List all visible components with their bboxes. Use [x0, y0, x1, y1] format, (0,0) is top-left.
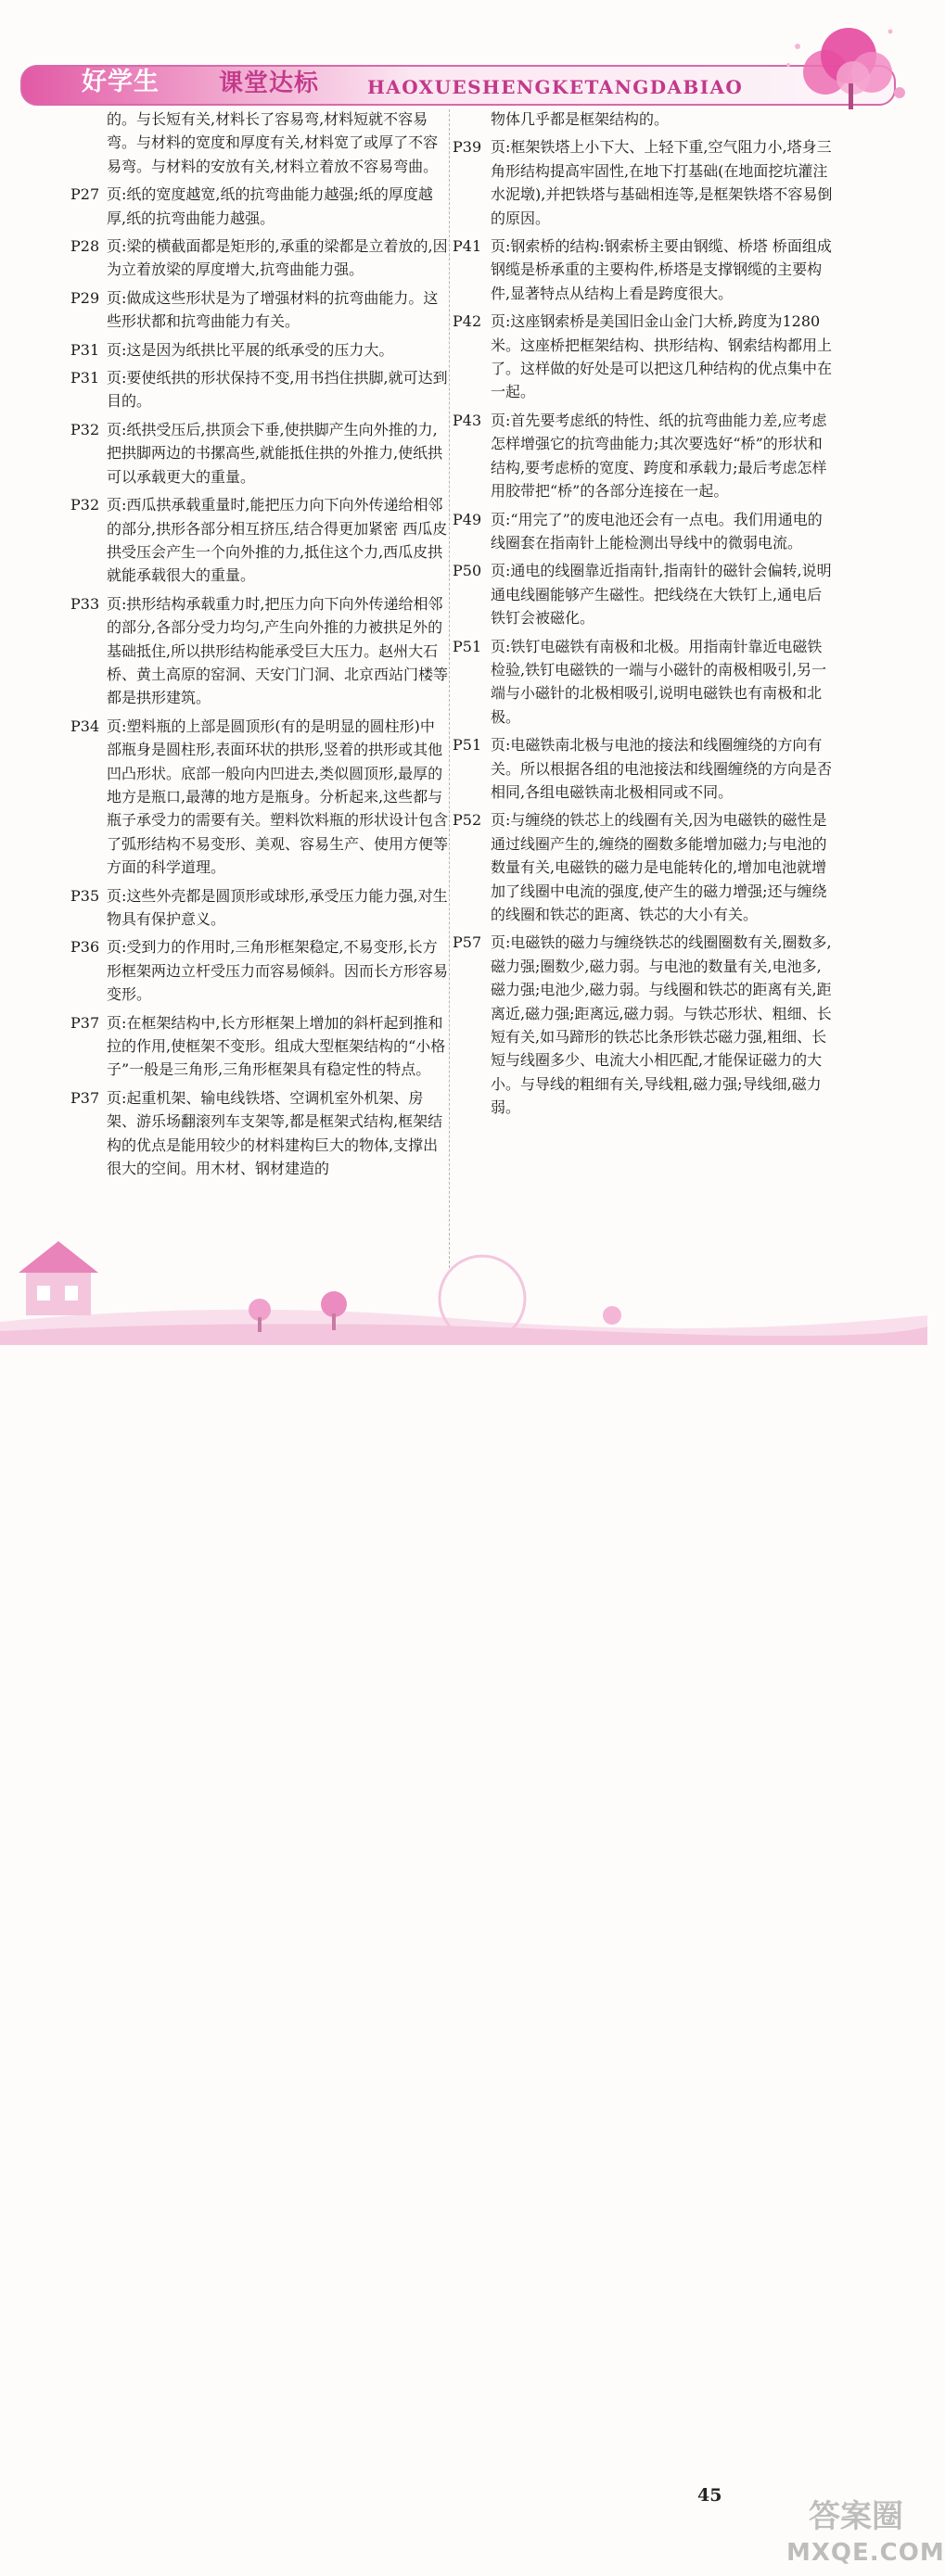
answer-text: 页:纸拱受压后,拱顶会下垂,使拱脚产生向外推的力,把拱脚两边的书摞高些,就能抵住拱的外推力,使纸拱可以承载更大的重量。: [107, 420, 443, 486]
page-ref: P51: [453, 637, 482, 655]
answer-entry: [453, 310, 833, 404]
page-ref: P33: [70, 594, 100, 613]
answer-text: 页:通电的线圈靠近指南针,指南针的磁针会偏转,说明通电线圈能够产生磁性。把线绕在大铁钉上,通电后铁钉会被磁化。: [491, 562, 832, 628]
page-ref: P49: [453, 510, 482, 528]
page-ref: P35: [70, 886, 100, 905]
answer-entry: [70, 338, 449, 362]
answer-text: 页:塑料瓶的上部是圆顶形(有的是明显的圆柱形)中部瓶身是圆柱形,表面环状的拱形,竖着的拱形或其他凹凸形状。底部一般向内凹进去,类似圆顶形,最厚的地方是瓶口,最薄的地方是瓶身。分析起来,这些都与瓶子承受力的需要有关。塑料饮料瓶的形状设计包含了弧形结构不易变形、美观、容易生产、使用方便等方面的科学道理。: [107, 717, 449, 877]
answer-text: 页:首先要考虑纸的特性、纸的抗弯曲能力差,应考虑怎样增强它的抗弯曲能力;其次要选好“桥”的形状和结构,要考虑桥的宽度、跨度和承载力;最后考虑怎样用胶带把“桥”的各部分连接在一起。: [491, 411, 827, 501]
answer-entry: [453, 808, 833, 926]
watermark-top: 答案圈: [809, 2498, 903, 2535]
page-ref: P37: [70, 1088, 100, 1107]
answer-entry: [70, 884, 449, 932]
footer-scenery-icon: [0, 1234, 927, 1345]
page-ref: P43: [453, 411, 482, 429]
answer-entry: [70, 286, 449, 334]
answer-text: 页:框架铁塔上小下大、上轻下重,空气阻力小,塔身三角形结构提高牢固性,在地下打基础(在地面挖坑灌注水泥墩),并把铁塔与基础相连等,是框架铁塔不容易倒的原因。: [491, 138, 833, 227]
answer-entry: [453, 931, 833, 1119]
answer-entry: [70, 935, 449, 1006]
answer-text: 页:要使纸拱的形状保持不变,用书挡住拱脚,就可达到目的。: [107, 369, 448, 411]
answer-text: 页:电磁铁的磁力与缠绕铁芯的线圈圈数有关,圈数多,磁力强;圈数少,磁力弱。与电池的数量有关,电池多,磁力强;电池少,磁力弱。与线圈和铁芯的距离有关,距离近,磁力强;距离远,磁力弱。与铁芯形状、粗细、长短有关,如马蹄形的铁芯比条形铁芯磁力强,粗细、长短与线圈多少、电流大小相匹配,才能保证磁力的大小。与导线的粗细有关,导线粗,磁力强;导线细,磁力弱。: [491, 933, 832, 1117]
page-ref: P28: [70, 237, 100, 256]
page-ref: P51: [453, 736, 482, 755]
page-ref: P37: [70, 1013, 100, 1032]
answer-entry: [453, 733, 833, 804]
answer-text: 页:做成这些形状是为了增强材料的抗弯曲能力。这些形状都和抗弯曲能力有关。: [107, 288, 439, 331]
answer-entry: [453, 559, 833, 629]
answer-entry: [70, 715, 449, 880]
right-column: [453, 108, 833, 1124]
left-entries: [70, 183, 449, 1180]
answer-text: 页:拱形结构承载重力时,把压力向下向外传递给相邻的部分,各部分受力均匀,产生向外推的力被拱足外的基础抵住,所以拱形结构能承受巨大压力。赵州大石桥、黄土高原的窑洞、天安门门洞、北京西站门楼等都是拱形建筑。: [107, 594, 449, 707]
answer-entry: [70, 418, 449, 489]
answer-text: 页:钢索桥的结构:钢索桥主要由钢缆、桥塔 桥面组成钢缆是桥承重的主要构件,桥塔是支撑钢缆的主要构件,显著特点从结构上看是跨度很大。: [491, 237, 832, 302]
answer-entry: [453, 135, 833, 230]
continuation-text: 的。与长短有关,材料长了容易弯,材料短就不容易弯。与材料的宽度和厚度有关,材料宽了或厚了不容易弯。与材料的安放有关,材料立着放不容易弯曲。: [107, 110, 439, 175]
answer-text: 页:西瓜拱承载重量时,能把压力向下向外传递给相邻的部分,拱形各部分相互挤压,结合得更加紧密 西瓜皮拱受压会产生一个向外推的力,抵住这个力,西瓜皮拱就能承载很大的重量。: [107, 496, 448, 585]
answer-text: 页:这些外壳都是圆顶形或球形,承受压力能力强,对生物具有保护意义。: [107, 886, 448, 928]
page-ref: P52: [453, 811, 482, 830]
page-footer: [0, 1234, 945, 2567]
answer-entry: [70, 493, 449, 588]
page-ref: P32: [70, 420, 100, 438]
answer-text: 页:纸的宽度越宽,纸的抗弯曲能力越强;纸的厚度越厚,纸的抗弯曲能力越强。: [107, 185, 433, 227]
answer-entry: [70, 592, 449, 710]
page-ref: P57: [453, 933, 482, 952]
answer-entry: [453, 508, 833, 555]
page-ref: P29: [70, 288, 100, 307]
page-ref: P39: [453, 138, 482, 157]
continuation-text: 物体几乎都是框架结构的。: [491, 110, 670, 128]
page-ref: P42: [453, 312, 482, 331]
left-column: [70, 108, 449, 1185]
right-entries: [453, 135, 833, 1119]
answer-entry: [453, 235, 833, 305]
header-pinyin: HAOXUESHENGKETANGDABIAO: [367, 76, 744, 98]
answer-entry: [70, 366, 449, 413]
page-number: 45: [697, 2485, 722, 2506]
watermark-logo: [786, 2496, 945, 2576]
answer-entry: [70, 1011, 449, 1082]
answer-entry: [70, 235, 449, 282]
page-ref: P36: [70, 938, 100, 957]
page-ref: P27: [70, 185, 100, 204]
answer-text: 页:起重机架、输电线铁塔、空调机室外机架、房架、游乐场翻滚列车支架等,都是框架式结构,框架结构的优点是能用较少的材料建构巨大的物体,支撑出很大的空间。用木材、钢材建造的: [107, 1088, 443, 1178]
tree-decoration-icon: [760, 19, 918, 111]
page-ref: P34: [70, 717, 100, 735]
answer-text: 页:在框架结构中,长方形框架上增加的斜杆起到推和拉的作用,使框架不变形。组成大型框架结构的“小格子”一般是三角形,三角形框架具有稳定性的特点。: [107, 1013, 446, 1079]
answer-text: 页:这座钢索桥是美国旧金山金门大桥,跨度为1280米。这座桥把框架结构、拱形结构、钢索结构都用上了。这样做的好处是可以把这几种结构的优点集中在一起。: [491, 312, 833, 401]
answer-entry: [453, 635, 833, 730]
answer-entry: [70, 183, 449, 230]
header-brand: 好学生: [82, 68, 160, 96]
answer-text: 页:与缠绕的铁芯上的线圈有关,因为电磁铁的磁性是通过线圈产生的,缠绕的圈数多能增加磁力;与电池的数量有关,电磁铁的磁力是电能转化的,增加电池就增加了线圈中电流的强度,使产生的磁力增强;还与缠绕的线圈和铁芯的距离、铁芯的大小有关。: [491, 811, 827, 923]
page-ref: P41: [453, 237, 482, 256]
answer-entry: [70, 1086, 449, 1181]
answer-text: 页:梁的横截面都是矩形的,承重的梁都是立着放的,因为立着放梁的厚度增大,抗弯曲能力强。: [107, 237, 448, 279]
page-ref: P31: [70, 369, 100, 387]
page-ref: P50: [453, 562, 482, 580]
page-ref: P32: [70, 496, 100, 514]
answer-text: 页:电磁铁南北极与电池的接法和线圈缠绕的方向有关。所以根据各组的电池接法和线圈缠绕的方向是否相同,各组电磁铁南北极相同或不同。: [491, 736, 833, 801]
watermark-bottom: MXQE.COM: [786, 2539, 945, 2567]
column-divider: [449, 109, 450, 1268]
page-ref: P31: [70, 340, 100, 359]
page-header: [0, 0, 927, 109]
answer-text: 页:铁钉电磁铁有南极和北极。用指南针靠近电磁铁检验,铁钉电磁铁的一端与小磁针的南极相吸引,另一端与小磁针的北极相吸引,说明电磁铁也有南极和北极。: [491, 637, 827, 726]
header-subtitle: 课堂达标: [219, 70, 320, 97]
answer-text: 页:“用完了”的废电池还会有一点电。我们用通电的线圈套在指南针上能检测出导线中的微弱电流。: [491, 510, 823, 552]
answer-entry: [453, 409, 833, 503]
answer-text: 页:这是因为纸拱比平展的纸承受的压力大。: [107, 340, 394, 359]
answer-text: 页:受到力的作用时,三角形框架稳定,不易变形,长方形框架两边立杆受压力而容易倾斜。因而长方形容易变形。: [107, 938, 449, 1004]
